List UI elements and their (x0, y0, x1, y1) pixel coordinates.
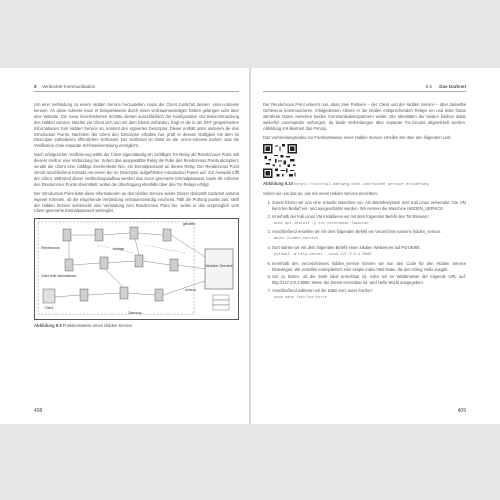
step-item (272, 200, 466, 212)
step-item (272, 245, 466, 259)
relay-server (120, 287, 128, 299)
step-text: Anschließend editieren wir die Datei torrc unter /etc/tor/: (272, 287, 374, 293)
gehalten-label: gehalten (183, 222, 196, 227)
rendezvous-label: Rendezvous (41, 246, 60, 251)
chapter-title: Verdeckte Kommunikation (41, 84, 96, 89)
step-item (272, 261, 466, 273)
client-intro-label: Client fehlt Informationen (41, 274, 77, 279)
step-text: Zuerst führen wir uns eine virtuelle Maschine ein. Als Betriebssystem wird Kali Linux verwendet. Die VM kann bei Bedarf ein- und ausgeschaltet werden. Wir nennen die Maschine HIDDEN_SERVICE. (272, 200, 466, 212)
chapter-number: 8 (34, 84, 37, 89)
steps-intro: Sehen wir uns das an, wie Sie einen Hidden Service einrichten: (263, 191, 378, 197)
qr-code-icon[interactable] (263, 144, 297, 178)
directory-label: Directory (128, 311, 142, 316)
step-code: python3 -m http.server --bind 127.0.0.1 8080 (274, 253, 372, 258)
relay-server (65, 259, 73, 271)
step-text: Innerhalb der Kali Linux VM installieren wir mit dem folgenden Befehl den Tor-Browser: (272, 213, 430, 219)
qr-caption (263, 181, 466, 187)
left-page (0, 68, 249, 424)
figure-caption (34, 323, 239, 328)
relay-server (163, 229, 171, 241)
step-text: Innerhalb des Verzeichnisses hidden_service können wir nun den Code für den Hidden Service hinterlegen. Wir erstellen exemplarisch eine simple index.html-Datei, die den String Hello ausgibt. (272, 261, 466, 272)
body-paragraph: Das Vorbereitungsvideo zur Funktionsweise eines Hidden Service erhellen Sie über den folgenden Link: (263, 134, 452, 140)
step-text: Dort starten wir mit dem folgenden Befehl einen lokalen Webserver auf Port 8080: (272, 245, 421, 251)
relay-server (155, 289, 163, 301)
caption-text: Funktionsweise eines Hidden Service (62, 323, 133, 329)
section-number: 8.5 (425, 84, 432, 89)
caption-label: Abbildung 8.9 (34, 323, 62, 329)
relay-server (135, 255, 143, 267)
relay-server (130, 227, 138, 239)
right-page (251, 68, 500, 424)
step-code: sudo nano /etc/tor/torrc (274, 295, 328, 300)
relay-server (63, 229, 71, 241)
relay-server (170, 259, 178, 271)
step-text: Um zu testen, ob die Seite lokal erreichbar ist, rufen wir im Webbrowser die folgende URL auf: http://127.0.0.1:8080. Wenn der Dienst erreichbar ist, wird Hello World ausgegeben. (272, 274, 466, 286)
body-paragraph: Der Rendezvous Point erkennt nun, dass zwei Parteien – der Client und der Hidden Service – über dasselbe Geheimnis kommunizieren. Infolgedessen stimmt er die beiden entsprechenden Relays ein und leitet fortan sämtliche Daten zwischen beiden Kommunikationspartnern weiter. Die Identitäten der beiden bleiben dabei weiterhin voneinander verborgen, da beide Verbindungen über separate Tor-Circuits abgewickelt werden. Abbildung 8.9 illustriert das Prinzip. (263, 102, 466, 131)
step-item (272, 229, 466, 243)
qr-block (263, 144, 466, 178)
step-text: Anschließend erstellen wir mit dem folgenden Befehl ein Verzeichnis namens hidden_service. (272, 229, 442, 235)
client-computer (43, 289, 55, 303)
step-code: mkdir hidden_service (274, 237, 319, 242)
steps-list (263, 200, 466, 301)
anfrage-label: Anfrage (113, 247, 125, 252)
step-item (272, 288, 466, 302)
relay-server (95, 229, 103, 241)
step-code: sudo apt install -y tor torbrowser-launcher (274, 221, 370, 226)
list-box (213, 300, 229, 305)
qr-caption-label: Abbildung 8.10 (263, 181, 294, 187)
hidden-service-label: Hidden Service (205, 263, 233, 269)
list-box (213, 305, 229, 310)
body-paragraph: Um eine Verbindung zu einem Hidden Service herzustellen, muss der Client zunächst dessen .onion-Adresse kennen. An diese Adresse kann er beispielsweise durch einen vertrauenswürdigen Dritten gelangen oder über eine Website. Die zuvor beschriebenen Schritte dienen ausschließlich der Konfiguration und Bekanntmachung des Hidden Service. Möchte ein Client sich nun mit dem Dienst verbinden, fragt er die in der DHT gespeicherten Informationen zum Hidden Service an, konkret den signierten Descriptor. Dieser enthält unter anderem die drei Introduction Points. Nachdem der Client den Descriptor erhalten hat, prüft er dessen Gültigkeit mit dem im Descriptor enthaltenen öffentlichen Schlüssel. Der Schlüssel ist direkt an die .onion-Adresse kodiert, was die Verifikation ohne separate Schlüsselverteilung ermöglicht. (34, 102, 239, 149)
diagram-svg (35, 219, 238, 319)
section-title: Das Darknet (439, 84, 466, 89)
body-paragraph: Der Introduction Point leitet diese Informationen an den Hidden Service weiter. Dieser überprüft zunächst anhand eigener Kriterien, ob die eingehende Verbindung vertrauenswürdig erscheint. Fällt die Prüfung positiv aus, stellt der Hidden Service seinerseits eine Verbindung zum Rendezvous Point her, wobei er das ursprünglich vom Client generierte Einmalpasswort weitergibt. (34, 190, 239, 214)
step-item (272, 214, 466, 228)
antwort-label: Antwort (185, 288, 196, 293)
client-label: Client (44, 306, 54, 311)
page-number-left: 408 (34, 408, 43, 414)
qr-url-link[interactable]: https://tutorial.dahlweg-tech.com/hidden_service_erklaerung (294, 183, 429, 188)
list-box (213, 295, 229, 300)
body-paragraph: Nach erfolgreicher Verifizierung wählt der Client eigenständig ein zufälliges Tor-Relay als Rendezvous Point. Mit diesem stellt er eine Verbindung her. Sofern das ausgewählte Relay die Rolle des Rendezvous Points akzeptiert, sendet der Client eine zufällige Zeichenkette hier, ein Einmalpasswort an dieses Relay. Der Rendezvous Point nimmt anschließend Kontakt mit einem der im Descriptor aufgeführten Introduction Points auf. Zur Auswahl trifft der Client. Während dieser Verbindungsaufbau werden das zuvor generierte Einmalpasswort sowie die Adresse des Rendezvous Points übermittelt, wobei die Übertragung ebenfalls über drei Tor-Relays erfolgt. (34, 152, 239, 187)
step-item (272, 274, 466, 286)
relay-server (80, 289, 88, 301)
page-number-right: 409 (457, 408, 466, 414)
relay-server (100, 257, 108, 269)
left-running-head (34, 84, 239, 92)
right-running-head (263, 84, 466, 92)
hidden-service-diagram (34, 218, 239, 320)
hidden-service-box (205, 249, 233, 289)
